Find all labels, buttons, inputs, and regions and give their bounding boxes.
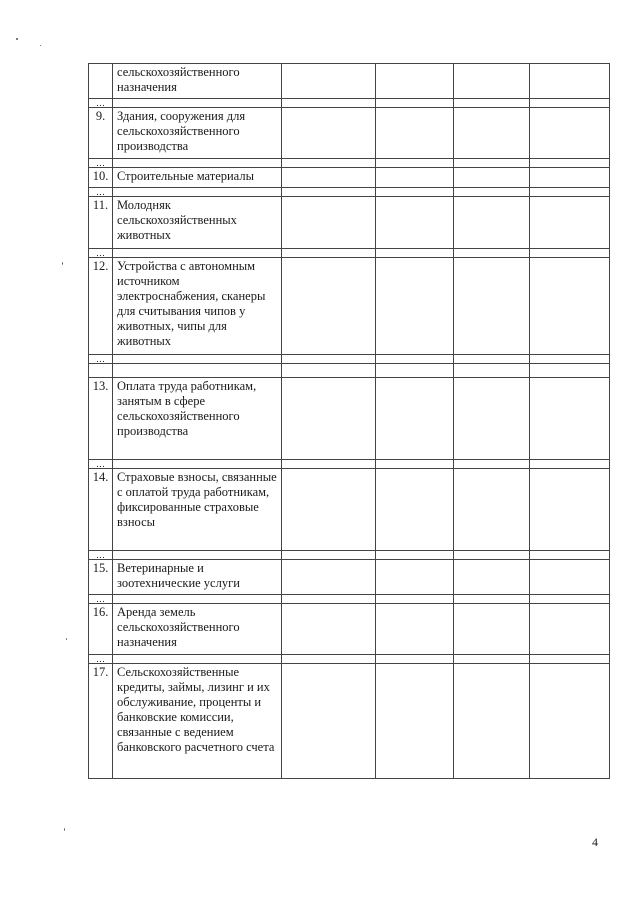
empty-value-cell <box>454 197 530 249</box>
empty-value-cell <box>530 108 610 159</box>
row-number-cell: 12. <box>89 258 113 355</box>
row-name-cell: Здания, сооружения для сельскохозяйственного производства <box>113 108 282 159</box>
empty-value-cell <box>530 604 610 655</box>
row-name-cell <box>113 655 282 664</box>
ellipsis-row <box>89 355 610 364</box>
table-row <box>89 64 610 99</box>
empty-value-cell <box>376 460 454 469</box>
empty-value-cell <box>282 469 376 551</box>
table-row <box>89 197 610 249</box>
row-name-cell: Аренда земель сельскохозяйственного назначения <box>113 604 282 655</box>
row-number-cell: … <box>89 655 113 664</box>
row-number-cell <box>89 64 113 99</box>
empty-value-cell <box>282 108 376 159</box>
row-number-cell: 16. <box>89 604 113 655</box>
table-row <box>89 664 610 779</box>
empty-value-cell <box>282 258 376 355</box>
empty-value-cell <box>282 197 376 249</box>
empty-value-cell <box>282 655 376 664</box>
table-row <box>89 258 610 355</box>
empty-value-cell <box>376 108 454 159</box>
row-number-cell: … <box>89 188 113 197</box>
row-name-cell: Устройства с автономным источником электроснабжения, сканеры для считывания чипов у животных, чипы для животных <box>113 258 282 355</box>
scan-speck <box>40 45 41 46</box>
empty-value-cell <box>454 664 530 779</box>
empty-value-cell <box>282 364 376 378</box>
row-number-cell: 17. <box>89 664 113 779</box>
empty-value-cell <box>454 159 530 168</box>
ellipsis-row <box>89 249 610 258</box>
empty-value-cell <box>454 551 530 560</box>
empty-value-cell <box>376 249 454 258</box>
row-number-cell: … <box>89 551 113 560</box>
row-name-cell <box>113 355 282 364</box>
empty-value-cell <box>376 364 454 378</box>
ellipsis-row <box>89 595 610 604</box>
empty-value-cell <box>282 168 376 188</box>
empty-value-cell <box>376 355 454 364</box>
empty-value-cell <box>282 64 376 99</box>
empty-value-cell <box>376 664 454 779</box>
empty-value-cell <box>454 249 530 258</box>
scan-speck <box>16 38 18 40</box>
budget-table <box>88 63 610 779</box>
empty-value-cell <box>376 188 454 197</box>
row-name-cell <box>113 460 282 469</box>
row-name-cell <box>113 551 282 560</box>
empty-value-cell <box>530 159 610 168</box>
empty-value-cell <box>376 258 454 355</box>
row-number-cell: 11. <box>89 197 113 249</box>
empty-value-cell <box>376 197 454 249</box>
empty-value-cell <box>530 460 610 469</box>
row-number-cell: … <box>89 249 113 258</box>
empty-value-cell <box>530 249 610 258</box>
empty-value-cell <box>282 355 376 364</box>
row-name-cell: Молодняк сельскохозяйственных животных <box>113 197 282 249</box>
empty-value-cell <box>376 655 454 664</box>
row-number-cell: 14. <box>89 469 113 551</box>
page-number: 4 <box>592 835 598 849</box>
empty-value-cell <box>454 364 530 378</box>
empty-value-cell <box>282 378 376 460</box>
empty-value-cell <box>376 604 454 655</box>
empty-value-cell <box>454 604 530 655</box>
empty-value-cell <box>282 604 376 655</box>
row-number-cell: … <box>89 99 113 108</box>
empty-value-cell <box>530 560 610 595</box>
row-name-cell <box>113 159 282 168</box>
empty-value-cell <box>530 655 610 664</box>
empty-value-cell <box>282 664 376 779</box>
empty-value-cell <box>454 108 530 159</box>
ellipsis-row <box>89 551 610 560</box>
ellipsis-row <box>89 460 610 469</box>
empty-value-cell <box>376 168 454 188</box>
row-number-cell: … <box>89 595 113 604</box>
empty-value-cell <box>530 664 610 779</box>
row-number-cell: 10. <box>89 168 113 188</box>
empty-value-cell <box>282 551 376 560</box>
scan-speck <box>64 828 65 831</box>
row-number-cell: … <box>89 159 113 168</box>
empty-value-cell <box>282 159 376 168</box>
table-row <box>89 108 610 159</box>
empty-value-cell <box>454 560 530 595</box>
row-name-cell <box>113 364 282 378</box>
empty-value-cell <box>454 64 530 99</box>
empty-value-cell <box>376 378 454 460</box>
blank-row <box>89 364 610 378</box>
empty-value-cell <box>376 595 454 604</box>
empty-value-cell <box>454 469 530 551</box>
row-number-cell: 13. <box>89 378 113 460</box>
row-name-cell: Ветеринарные и зоотехнические услуги <box>113 560 282 595</box>
row-name-cell: сельскохозяйственного назначения <box>113 64 282 99</box>
empty-value-cell <box>282 188 376 197</box>
empty-value-cell <box>530 168 610 188</box>
empty-value-cell <box>282 460 376 469</box>
empty-value-cell <box>530 355 610 364</box>
row-number-cell: 9. <box>89 108 113 159</box>
row-number-cell: 15. <box>89 560 113 595</box>
empty-value-cell <box>454 168 530 188</box>
empty-value-cell <box>376 551 454 560</box>
empty-value-cell <box>530 188 610 197</box>
empty-value-cell <box>454 460 530 469</box>
ellipsis-row <box>89 159 610 168</box>
empty-value-cell <box>454 188 530 197</box>
empty-value-cell <box>454 99 530 108</box>
row-name-cell <box>113 99 282 108</box>
row-name-cell: Сельскохозяйственные кредиты, займы, лизинг и их обслуживание, проценты и банковские комиссии, связанные с ведением банковского расчетного счета <box>113 664 282 779</box>
table-row <box>89 604 610 655</box>
empty-value-cell <box>454 595 530 604</box>
table-row <box>89 168 610 188</box>
empty-value-cell <box>282 99 376 108</box>
empty-value-cell <box>530 258 610 355</box>
table-row <box>89 560 610 595</box>
ellipsis-row <box>89 188 610 197</box>
empty-value-cell <box>530 378 610 460</box>
row-name-cell <box>113 249 282 258</box>
empty-value-cell <box>376 560 454 595</box>
empty-value-cell <box>282 560 376 595</box>
empty-value-cell <box>530 99 610 108</box>
empty-value-cell <box>376 159 454 168</box>
empty-value-cell <box>530 469 610 551</box>
scan-speck <box>66 638 67 640</box>
empty-value-cell <box>530 595 610 604</box>
empty-value-cell <box>530 364 610 378</box>
table-body <box>89 64 610 779</box>
row-number-cell <box>89 364 113 378</box>
empty-value-cell <box>376 469 454 551</box>
row-number-cell: … <box>89 355 113 364</box>
empty-value-cell <box>282 595 376 604</box>
table-row <box>89 378 610 460</box>
row-name-cell <box>113 188 282 197</box>
empty-value-cell <box>530 197 610 249</box>
empty-value-cell <box>454 258 530 355</box>
empty-value-cell <box>376 64 454 99</box>
row-name-cell: Строительные материалы <box>113 168 282 188</box>
empty-value-cell <box>376 99 454 108</box>
empty-value-cell <box>454 655 530 664</box>
scan-speck <box>62 262 63 265</box>
row-name-cell <box>113 595 282 604</box>
empty-value-cell <box>454 378 530 460</box>
ellipsis-row <box>89 655 610 664</box>
ellipsis-row <box>89 99 610 108</box>
row-name-cell: Оплата труда работникам, занятым в сфере сельскохозяйственного производства <box>113 378 282 460</box>
row-number-cell: … <box>89 460 113 469</box>
empty-value-cell <box>282 249 376 258</box>
row-name-cell: Страховые взносы, связанные с оплатой труда работникам, фиксированные страховые взносы <box>113 469 282 551</box>
table-row <box>89 469 610 551</box>
empty-value-cell <box>454 355 530 364</box>
empty-value-cell <box>530 64 610 99</box>
empty-value-cell <box>530 551 610 560</box>
